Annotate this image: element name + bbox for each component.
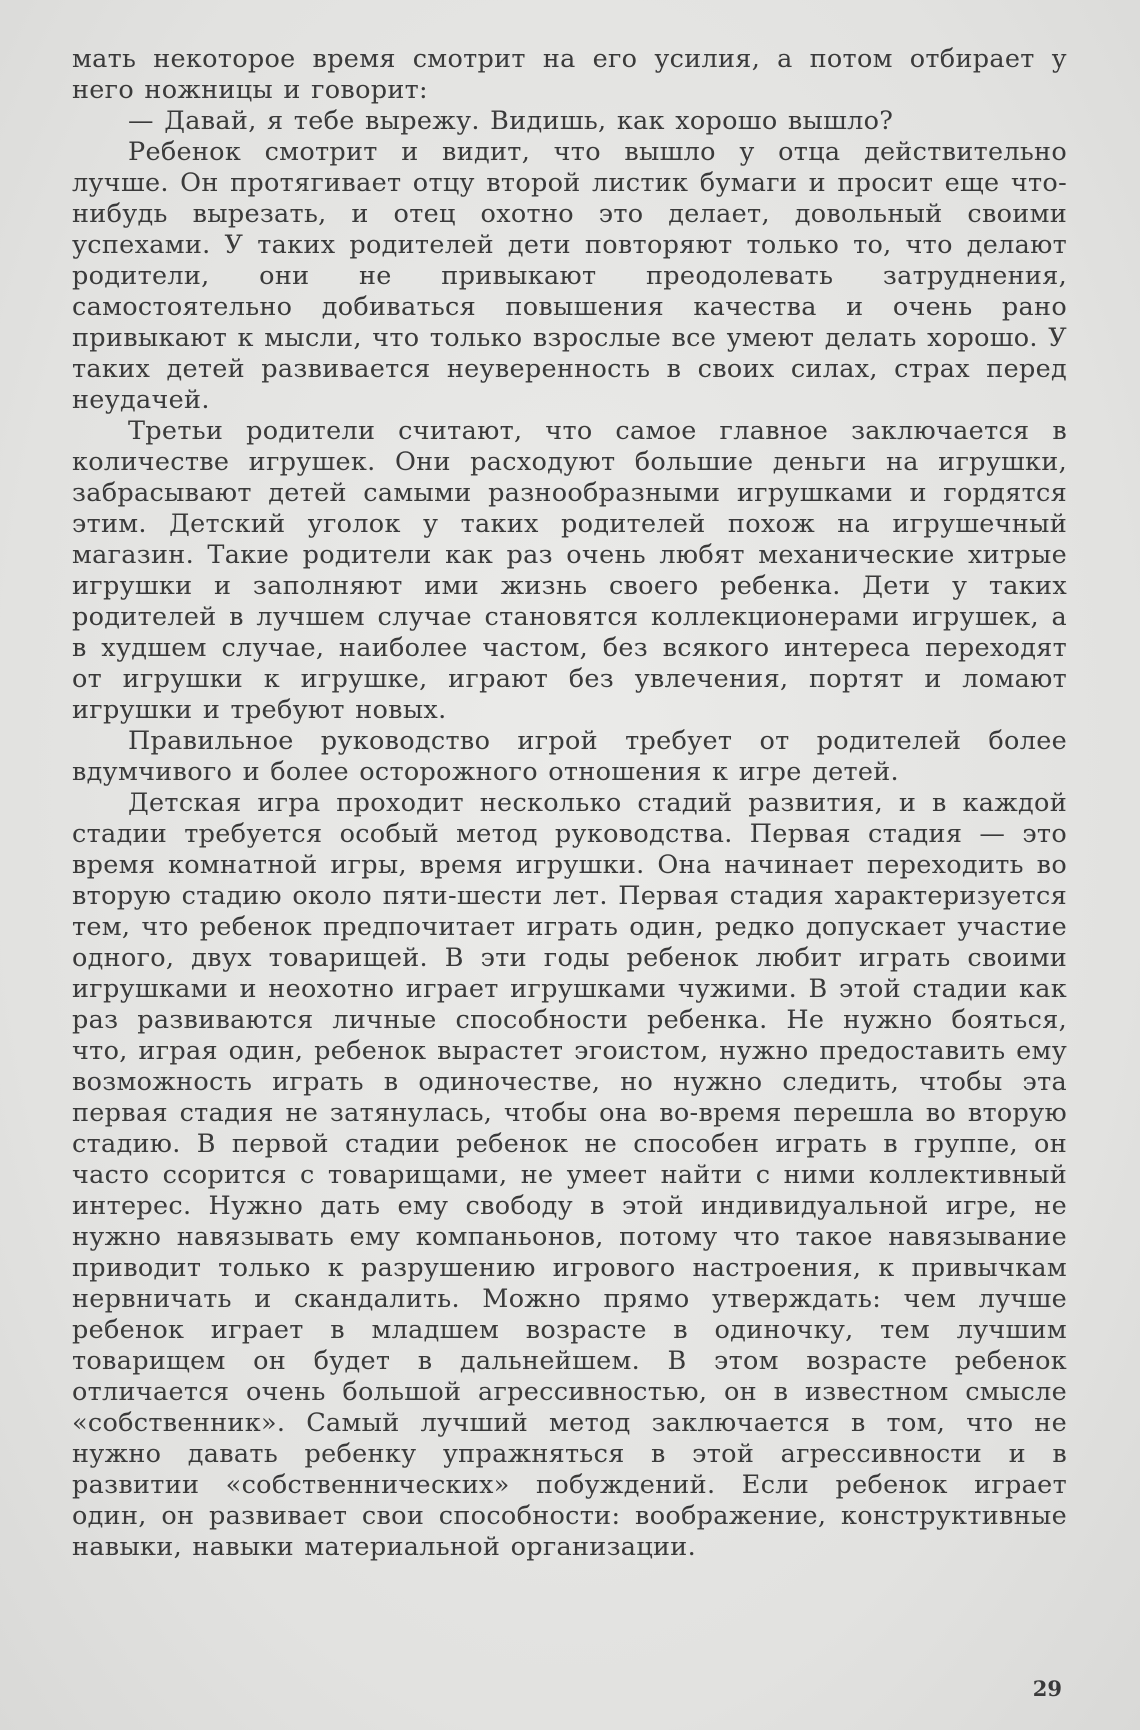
paragraph-3: Ребенок смотрит и видит, что вышло у отца действительно лучше. Он протягивает отцу второй листик бумаги и просит еще что-нибудь вырезать, и отец охотно это делает, довольный своими успехами. У таких родителей дети повторяют только то, что делают родители, они не привыкают преодолевать затруднения, самостоятельно добиваться повышения качества и очень рано привыкают к мысли, что только взрослые все умеют делать хорошо. У таких детей развивается неуверенность в своих силах, страх перед неудачей. — [72, 137, 1067, 415]
paragraph-5: Правильное руководство игрой требует от родителей более вдумчивого и более осторожного отношения к игре детей. — [72, 726, 1067, 787]
page-number: 29 — [1032, 1676, 1062, 1701]
paragraph-4: Третьи родители считают, что самое главное заключается в количестве игрушек. Они расходуют большие деньги на игрушки, забрасывают детей самыми разнообразными игрушками и гордятся этим. Детский уголок у таких родителей похож на игрушечный магазин. Такие родители как раз очень любят механические хитрые игрушки и заполняют ими жизнь своего ребенка. Дети у таких родителей в лучшем случае становятся коллекционерами игрушек, а в худшем случае, наиболее частом, без всякого интереса переходят от игрушки к игрушке, играют без увлечения, портят и ломают игрушки и требуют новых. — [72, 416, 1067, 725]
body-text — [72, 44, 1067, 1563]
paragraph-6: Детская игра проходит несколько стадий развития, и в каждой стадии требуется особый метод руководства. Первая стадия — это время комнатной игры, время игрушки. Она начинает переходить во вторую стадию около пяти-шести лет. Первая стадия характеризуется тем, что ребенок предпочитает играть один, редко допускает участие одного, двух товарищей. В эти годы ребенок любит играть своими игрушками и неохотно играет игрушками чужими. В этой стадии как раз развиваются личные способности ребенка. Не нужно бояться, что, играя один, ребенок вырастет эгоистом, нужно предоставить ему возможность играть в одиночестве, но нужно следить, чтобы эта первая стадия не затянулась, чтобы она во-время перешла во вторую стадию. В первой стадии ребенок не способен играть в группе, он часто ссорится с товарищами, не умеет найти с ними коллективный интерес. Нужно дать ему свободу в этой индивидуальной игре, не нужно навязывать ему компаньонов, потому что такое навязывание приводит только к разрушению игрового настроения, к привычкам нервничать и скандалить. Можно прямо утверждать: чем лучше ребенок играет в младшем возрасте в одиночку, тем лучшим товарищем он будет в дальнейшем. В этом возрасте ребенок отличается очень большой агрессивностью, он в известном смысле «собственник». Самый лучший метод заключается в том, что не нужно давать ребенку упражняться в этой агрессивности и в развитии «собственнических» побуждений. Если ребенок играет один, он развивает свои способности: воображение, конструктивные навыки, навыки материальной организации. — [72, 788, 1067, 1562]
paragraph-1: мать некоторое время смотрит на его усилия, а потом отбирает у него ножницы и говорит: — [72, 44, 1067, 105]
paragraph-2: — Давай, я тебе вырежу. Видишь, как хорошо вышло? — [128, 106, 894, 136]
